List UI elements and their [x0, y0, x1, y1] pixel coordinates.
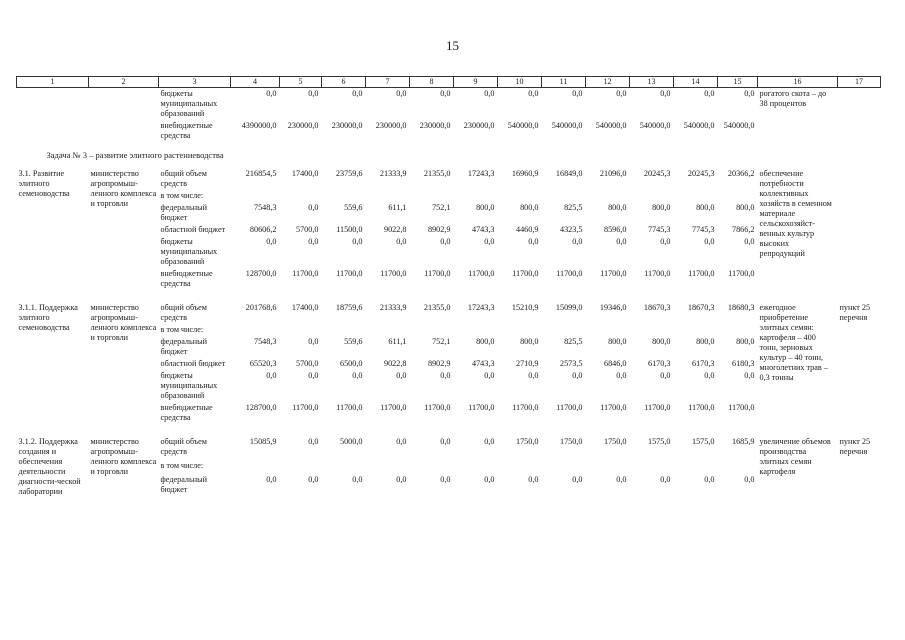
value-cell: 0,0 [352, 237, 363, 246]
value-cell: 0,0 [660, 371, 671, 380]
header-cell: 8 [410, 77, 454, 88]
value-cell: 0,0 [616, 237, 627, 246]
value-cell: 11700,0 [688, 269, 715, 278]
value-cell: 230000,0 [331, 121, 363, 130]
value-cell [542, 190, 586, 202]
value-cell: 9022,8 [383, 225, 407, 234]
value-cell [454, 324, 498, 336]
spacer-row [17, 424, 881, 436]
result-cell: рогатого скота – до 38 процентов [759, 89, 827, 108]
value-cell: 20245,3 [687, 169, 715, 178]
value-cell: 540000,0 [639, 121, 671, 130]
funding-source: в том числе: [160, 325, 204, 334]
value-cell: 0,0 [572, 89, 583, 98]
value-cell: 0,0 [744, 474, 755, 484]
value-cell: 800,0 [736, 337, 755, 346]
value-cell: 8596,0 [603, 225, 627, 234]
value-cell: 16960,9 [511, 169, 539, 178]
value-cell: 21355,0 [423, 169, 451, 178]
value-cell: 0,0 [484, 237, 495, 246]
funding-source: федеральный бюджет [160, 337, 208, 356]
value-cell: 2710,9 [515, 359, 539, 368]
value-cell: 17243,3 [467, 303, 495, 312]
header-cell: 14 [674, 77, 718, 88]
header-cell: 13 [630, 77, 674, 88]
value-cell: 11700,0 [644, 403, 671, 412]
value-cell: 128700,0 [245, 403, 277, 412]
value-cell [542, 324, 586, 336]
value-cell: 0,0 [352, 89, 363, 98]
value-cell: 0,0 [528, 474, 539, 484]
value-cell: 11700,0 [556, 403, 583, 412]
value-cell [630, 190, 674, 202]
funding-source: областной бюджет [160, 225, 226, 234]
value-cell: 18680,3 [727, 303, 755, 312]
value-cell: 7866,2 [731, 225, 755, 234]
value-cell: 9022,8 [383, 359, 407, 368]
value-cell: 540000,0 [507, 121, 539, 130]
value-cell: 19346,0 [599, 303, 627, 312]
value-cell: 11700,0 [600, 269, 627, 278]
value-cell: 17400,0 [291, 303, 319, 312]
spacer-cell [17, 290, 881, 302]
value-cell: 11700,0 [512, 403, 539, 412]
value-cell: 11700,0 [468, 269, 495, 278]
value-cell: 11700,0 [380, 403, 407, 412]
value-cell: 0,0 [266, 89, 277, 98]
funding-source: областной бюджет [160, 359, 226, 368]
table-row [17, 168, 881, 190]
value-cell: 20366,2 [727, 169, 755, 178]
value-cell [410, 460, 454, 473]
value-cell: 201768,6 [245, 303, 277, 312]
value-cell: 15085,9 [249, 437, 277, 446]
value-cell: 11700,0 [644, 269, 671, 278]
header-cell: 4 [231, 77, 280, 88]
value-cell [322, 190, 366, 202]
value-cell [410, 190, 454, 202]
value-cell [498, 190, 542, 202]
section-result: увеличение объемов производства элитных семян картофеля [759, 437, 831, 476]
value-cell: 11700,0 [728, 269, 755, 278]
funding-source: внебюджетные средства [160, 403, 213, 422]
value-cell: 1575,0 [691, 437, 715, 446]
value-cell: 7548,3 [253, 337, 277, 346]
cell-empty [838, 120, 881, 142]
value-cell: 11700,0 [292, 403, 319, 412]
value-cell: 800,0 [736, 203, 755, 212]
header-cell: 10 [498, 77, 542, 88]
value-cell: 21333,9 [379, 303, 407, 312]
value-cell [586, 190, 630, 202]
header-cell: 2 [89, 77, 159, 88]
value-cell: 0,0 [484, 474, 495, 484]
value-cell [498, 324, 542, 336]
value-cell: 0,0 [396, 474, 407, 484]
value-cell: 21096,0 [599, 169, 627, 178]
funding-source: федеральный бюджет [160, 203, 208, 222]
section-reference: пункт 25 перечня [839, 437, 871, 456]
value-cell: 0,0 [308, 337, 319, 346]
value-cell: 0,0 [528, 89, 539, 98]
value-cell [542, 460, 586, 473]
value-cell [674, 460, 718, 473]
header-cell: 17 [838, 77, 881, 88]
value-cell: 15099,0 [555, 303, 583, 312]
value-cell: 0,0 [704, 237, 715, 246]
funding-source: в том числе: [160, 461, 204, 471]
task-row [17, 142, 881, 168]
value-cell: 0,0 [396, 237, 407, 246]
value-cell: 0,0 [484, 89, 495, 98]
value-cell: 15210,9 [511, 303, 539, 312]
section-name: 3.1.2. Поддержка создания и обеспечения деятельности диагности-ческой лаборатории [18, 437, 81, 496]
value-cell: 0,0 [660, 237, 671, 246]
value-cell: 7548,3 [253, 203, 277, 212]
value-cell: 800,0 [608, 203, 627, 212]
section-executor: министерство агропромыш-ленного комплекса и торговли [90, 169, 157, 208]
value-cell [366, 324, 410, 336]
value-cell: 6500,0 [339, 359, 363, 368]
value-cell: 21333,9 [379, 169, 407, 178]
program-table [16, 76, 881, 498]
table-row [17, 436, 881, 460]
value-cell: 11700,0 [424, 269, 451, 278]
value-cell: 559,6 [344, 337, 363, 346]
section-name: 3.1.1. Поддержка элитного семеноводства [18, 303, 78, 332]
section-reference: пункт 25 перечня [839, 303, 871, 322]
header-cell: 15 [718, 77, 758, 88]
value-cell [586, 324, 630, 336]
value-cell: 0,0 [266, 474, 277, 484]
funding-source: бюджеты муниципальных образований [160, 371, 218, 400]
value-cell: 18670,3 [687, 303, 715, 312]
value-cell: 11700,0 [424, 403, 451, 412]
section-result: ежегодное приобретение элитных семян: картофеля – 400 тонн, зерновых культур – 40 тонн, многолетних трав – 0,3 тонны [759, 303, 828, 382]
value-cell: 4743,3 [471, 225, 495, 234]
value-cell: 611,1 [388, 337, 407, 346]
result-cell [758, 120, 838, 142]
table-row [17, 302, 881, 324]
value-cell [630, 324, 674, 336]
header-cell: 16 [758, 77, 838, 88]
funding-source: общий объем средств [160, 169, 207, 188]
value-cell: 752,1 [432, 203, 451, 212]
value-cell [231, 460, 280, 473]
value-cell: 540000,0 [595, 121, 627, 130]
value-cell [674, 190, 718, 202]
table-row [17, 88, 881, 121]
value-cell: 21355,0 [423, 303, 451, 312]
value-cell [454, 190, 498, 202]
cell-empty [89, 88, 159, 121]
value-cell: 0,0 [616, 371, 627, 380]
value-cell: 230000,0 [375, 121, 407, 130]
value-cell [718, 460, 758, 473]
value-cell [366, 190, 410, 202]
value-cell: 4323,5 [559, 225, 583, 234]
funding-source: внебюджетные средства [160, 121, 213, 140]
cell-empty [89, 120, 159, 142]
value-cell: 611,1 [388, 203, 407, 212]
value-cell: 11700,0 [292, 269, 319, 278]
value-cell: 11700,0 [380, 269, 407, 278]
value-cell: 20245,3 [643, 169, 671, 178]
value-cell: 0,0 [660, 89, 671, 98]
value-cell: 11700,0 [728, 403, 755, 412]
value-cell: 23759,6 [335, 169, 363, 178]
value-cell: 0,0 [396, 89, 407, 98]
value-cell: 752,1 [432, 337, 451, 346]
value-cell: 800,0 [608, 337, 627, 346]
value-cell: 0,0 [396, 437, 407, 446]
value-cell [718, 190, 758, 202]
table-body [17, 88, 881, 499]
section-executor: министерство агропромыш-ленного комплекса и торговли [90, 437, 157, 476]
value-cell: 6170,3 [647, 359, 671, 368]
value-cell: 0,0 [660, 474, 671, 484]
value-cell: 230000,0 [419, 121, 451, 130]
value-cell: 800,0 [520, 337, 539, 346]
value-cell: 1750,0 [515, 437, 539, 446]
value-cell [498, 460, 542, 473]
header-cell: 7 [366, 77, 410, 88]
value-cell: 540000,0 [723, 121, 755, 130]
funding-source: федеральный бюджет [160, 474, 208, 494]
value-cell: 216854,5 [245, 169, 277, 178]
value-cell: 0,0 [440, 89, 451, 98]
value-cell: 11500,0 [336, 225, 363, 234]
value-cell: 4390000,0 [241, 121, 277, 130]
value-cell [454, 460, 498, 473]
value-cell: 825,5 [564, 337, 583, 346]
value-cell: 0,0 [440, 474, 451, 484]
value-cell [280, 460, 322, 473]
value-cell: 11700,0 [688, 403, 715, 412]
value-cell: 0,0 [308, 371, 319, 380]
header-cell: 6 [322, 77, 366, 88]
funding-source: внебюджетные средства [160, 269, 213, 288]
value-cell: 11700,0 [512, 269, 539, 278]
value-cell [280, 324, 322, 336]
value-cell: 1685,9 [731, 437, 755, 446]
value-cell: 0,0 [616, 89, 627, 98]
value-cell: 18670,3 [643, 303, 671, 312]
section-reference [838, 168, 881, 290]
value-cell: 6180,3 [731, 359, 755, 368]
value-cell [630, 460, 674, 473]
value-cell: 7745,3 [691, 225, 715, 234]
funding-source: в том числе: [160, 191, 204, 200]
value-cell: 0,0 [704, 474, 715, 484]
task-title: Задача № 3 – развитие элитного растениеводства [46, 150, 224, 160]
value-cell: 800,0 [476, 337, 495, 346]
value-cell: 0,0 [308, 437, 319, 446]
funding-source: общий объем средств [160, 303, 207, 322]
header-cell: 12 [586, 77, 630, 88]
value-cell [280, 190, 322, 202]
value-cell: 800,0 [652, 203, 671, 212]
value-cell: 0,0 [352, 474, 363, 484]
value-cell: 0,0 [440, 371, 451, 380]
value-cell: 0,0 [704, 371, 715, 380]
value-cell: 0,0 [440, 237, 451, 246]
value-cell: 4460,9 [515, 225, 539, 234]
value-cell: 128700,0 [245, 269, 277, 278]
value-cell: 800,0 [696, 337, 715, 346]
section-result: обеспечение потребности коллективных хозяйств в семенном материале сельскохозяйст-венных культур высоких репродукций [759, 169, 832, 258]
value-cell: 559,6 [344, 203, 363, 212]
section-name: 3.1. Развитие элитного семеноводства [18, 169, 70, 198]
value-cell: 0,0 [528, 371, 539, 380]
value-cell [718, 324, 758, 336]
cell-empty [17, 88, 89, 121]
page-number: 15 [446, 38, 459, 53]
value-cell [674, 324, 718, 336]
cell-empty [17, 120, 89, 142]
value-cell: 4743,3 [471, 359, 495, 368]
value-cell: 800,0 [652, 337, 671, 346]
value-cell: 0,0 [744, 237, 755, 246]
value-cell [586, 460, 630, 473]
value-cell: 800,0 [520, 203, 539, 212]
value-cell [410, 324, 454, 336]
value-cell: 0,0 [484, 371, 495, 380]
value-cell: 540000,0 [551, 121, 583, 130]
header-cell: 9 [454, 77, 498, 88]
value-cell: 17243,3 [467, 169, 495, 178]
funding-source: общий объем средств [160, 437, 207, 456]
value-cell: 65520,3 [249, 359, 277, 368]
value-cell: 0,0 [440, 437, 451, 446]
cell-empty [838, 88, 881, 121]
table-row [17, 120, 881, 142]
value-cell: 11700,0 [600, 403, 627, 412]
value-cell: 1750,0 [559, 437, 583, 446]
spacer-cell [17, 424, 881, 436]
value-cell: 0,0 [528, 237, 539, 246]
header-cell: 5 [280, 77, 322, 88]
value-cell: 5700,0 [295, 359, 319, 368]
value-cell: 825,5 [564, 203, 583, 212]
value-cell: 0,0 [266, 371, 277, 380]
section-executor: министерство агропромыш-ленного комплекса и торговли [90, 303, 157, 342]
header-cell: 1 [17, 77, 89, 88]
value-cell [231, 190, 280, 202]
header-cell: 11 [542, 77, 586, 88]
value-cell: 0,0 [616, 474, 627, 484]
value-cell: 5000,0 [339, 437, 363, 446]
value-cell: 540000,0 [683, 121, 715, 130]
value-cell: 0,0 [704, 89, 715, 98]
spacer-row [17, 290, 881, 302]
value-cell [231, 324, 280, 336]
value-cell: 1750,0 [603, 437, 627, 446]
value-cell: 11700,0 [336, 269, 363, 278]
value-cell: 0,0 [484, 437, 495, 446]
header-cell: 3 [159, 77, 231, 88]
value-cell: 6170,3 [691, 359, 715, 368]
value-cell: 80606,2 [249, 225, 277, 234]
value-cell: 0,0 [266, 237, 277, 246]
value-cell: 1575,0 [647, 437, 671, 446]
value-cell: 230000,0 [463, 121, 495, 130]
value-cell [322, 460, 366, 473]
value-cell [322, 324, 366, 336]
value-cell: 0,0 [572, 237, 583, 246]
value-cell: 0,0 [308, 203, 319, 212]
value-cell: 16849,0 [555, 169, 583, 178]
value-cell: 18759,6 [335, 303, 363, 312]
value-cell: 0,0 [572, 371, 583, 380]
value-cell: 800,0 [696, 203, 715, 212]
value-cell: 11700,0 [468, 403, 495, 412]
value-cell: 11700,0 [336, 403, 363, 412]
value-cell: 7745,3 [647, 225, 671, 234]
value-cell: 0,0 [744, 371, 755, 380]
value-cell: 800,0 [476, 203, 495, 212]
value-cell: 2573,5 [559, 359, 583, 368]
value-cell: 0,0 [352, 371, 363, 380]
header-row [17, 77, 881, 88]
funding-source: бюджеты муниципальных образований [160, 237, 218, 266]
value-cell: 5700,0 [295, 225, 319, 234]
value-cell [366, 460, 410, 473]
value-cell: 0,0 [308, 89, 319, 98]
value-cell: 230000,0 [287, 121, 319, 130]
value-cell: 0,0 [396, 371, 407, 380]
value-cell: 0,0 [744, 89, 755, 98]
value-cell: 0,0 [308, 474, 319, 484]
value-cell: 0,0 [572, 474, 583, 484]
value-cell: 8902,9 [427, 225, 451, 234]
value-cell: 8902,9 [427, 359, 451, 368]
value-cell: 0,0 [308, 237, 319, 246]
value-cell: 11700,0 [556, 269, 583, 278]
value-cell: 17400,0 [291, 169, 319, 178]
funding-source: бюджеты муниципальных образований [160, 89, 218, 118]
value-cell: 6846,0 [603, 359, 627, 368]
